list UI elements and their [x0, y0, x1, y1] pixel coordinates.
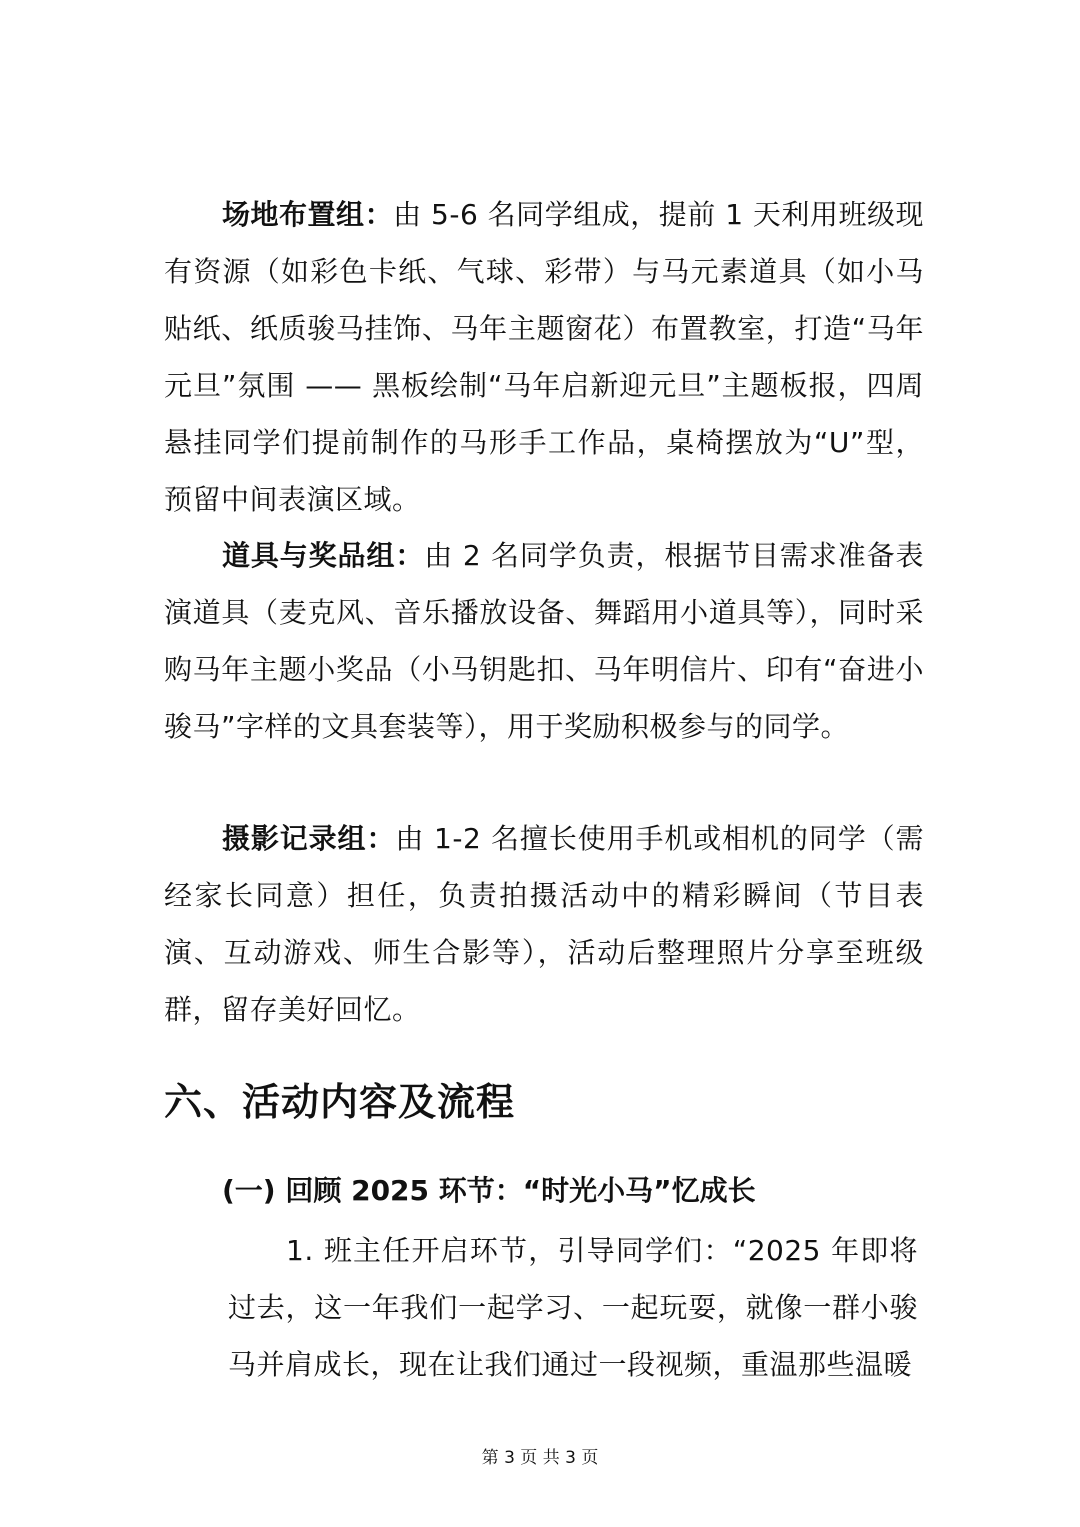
paragraph-lead-props: 道具与奖品组： — [222, 539, 425, 572]
list-item-1: 1. 班主任开启环节，引导同学们：“2025 年即将过去，这一年我们一起学习、一起玩耍，就像一群小骏马并肩成长，现在让我们通过一段视频，重温那些温暖 — [228, 1234, 918, 1381]
section-heading: 六、活动内容及流程 — [164, 1080, 516, 1124]
subsection-heading: (一) 回顾 2025 环节：“时光小马”忆成长 — [222, 1174, 756, 1207]
paragraph-venue-setup — [164, 186, 924, 528]
paragraph-props-prizes — [164, 527, 924, 755]
page-footer: 第 3 页 共 3 页 — [481, 1448, 599, 1468]
paragraph-lead-venue: 场地布置组： — [222, 198, 394, 231]
paragraph-body-props: 由 2 名同学负责，根据节目需求准备表演道具（麦克风、音乐播放设备、舞蹈用小道具等），同时采购马年主题小奖品（小马钥匙扣、马年明信片、印有“奋进小骏马”字样的文具套装等），用于奖励积极参与的同学。 — [164, 539, 924, 743]
paragraph-lead-photo: 摄影记录组： — [222, 822, 396, 855]
paragraph-photography — [164, 810, 924, 1038]
paragraph-body-venue: 由 5-6 名同学组成，提前 1 天利用班级现有资源（如彩色卡纸、气球、彩带）与马元素道具（如小马贴纸、纸质骏马挂饰、马年主题窗花）布置教室，打造“马年元旦”氛围 —— 黑板绘制“马年启新迎元旦”主题板报，四周悬挂同学们提前制作的马形手工作品，桌椅摆放为“U”型，预留中间表演区域。 — [164, 198, 924, 516]
paragraph-body-photo: 由 1-2 名擅长使用手机或相机的同学（需经家长同意）担任，负责拍摄活动中的精彩瞬间（节目表演、互动游戏、师生合影等），活动后整理照片分享至班级群，留存美好回忆。 — [164, 822, 924, 1026]
